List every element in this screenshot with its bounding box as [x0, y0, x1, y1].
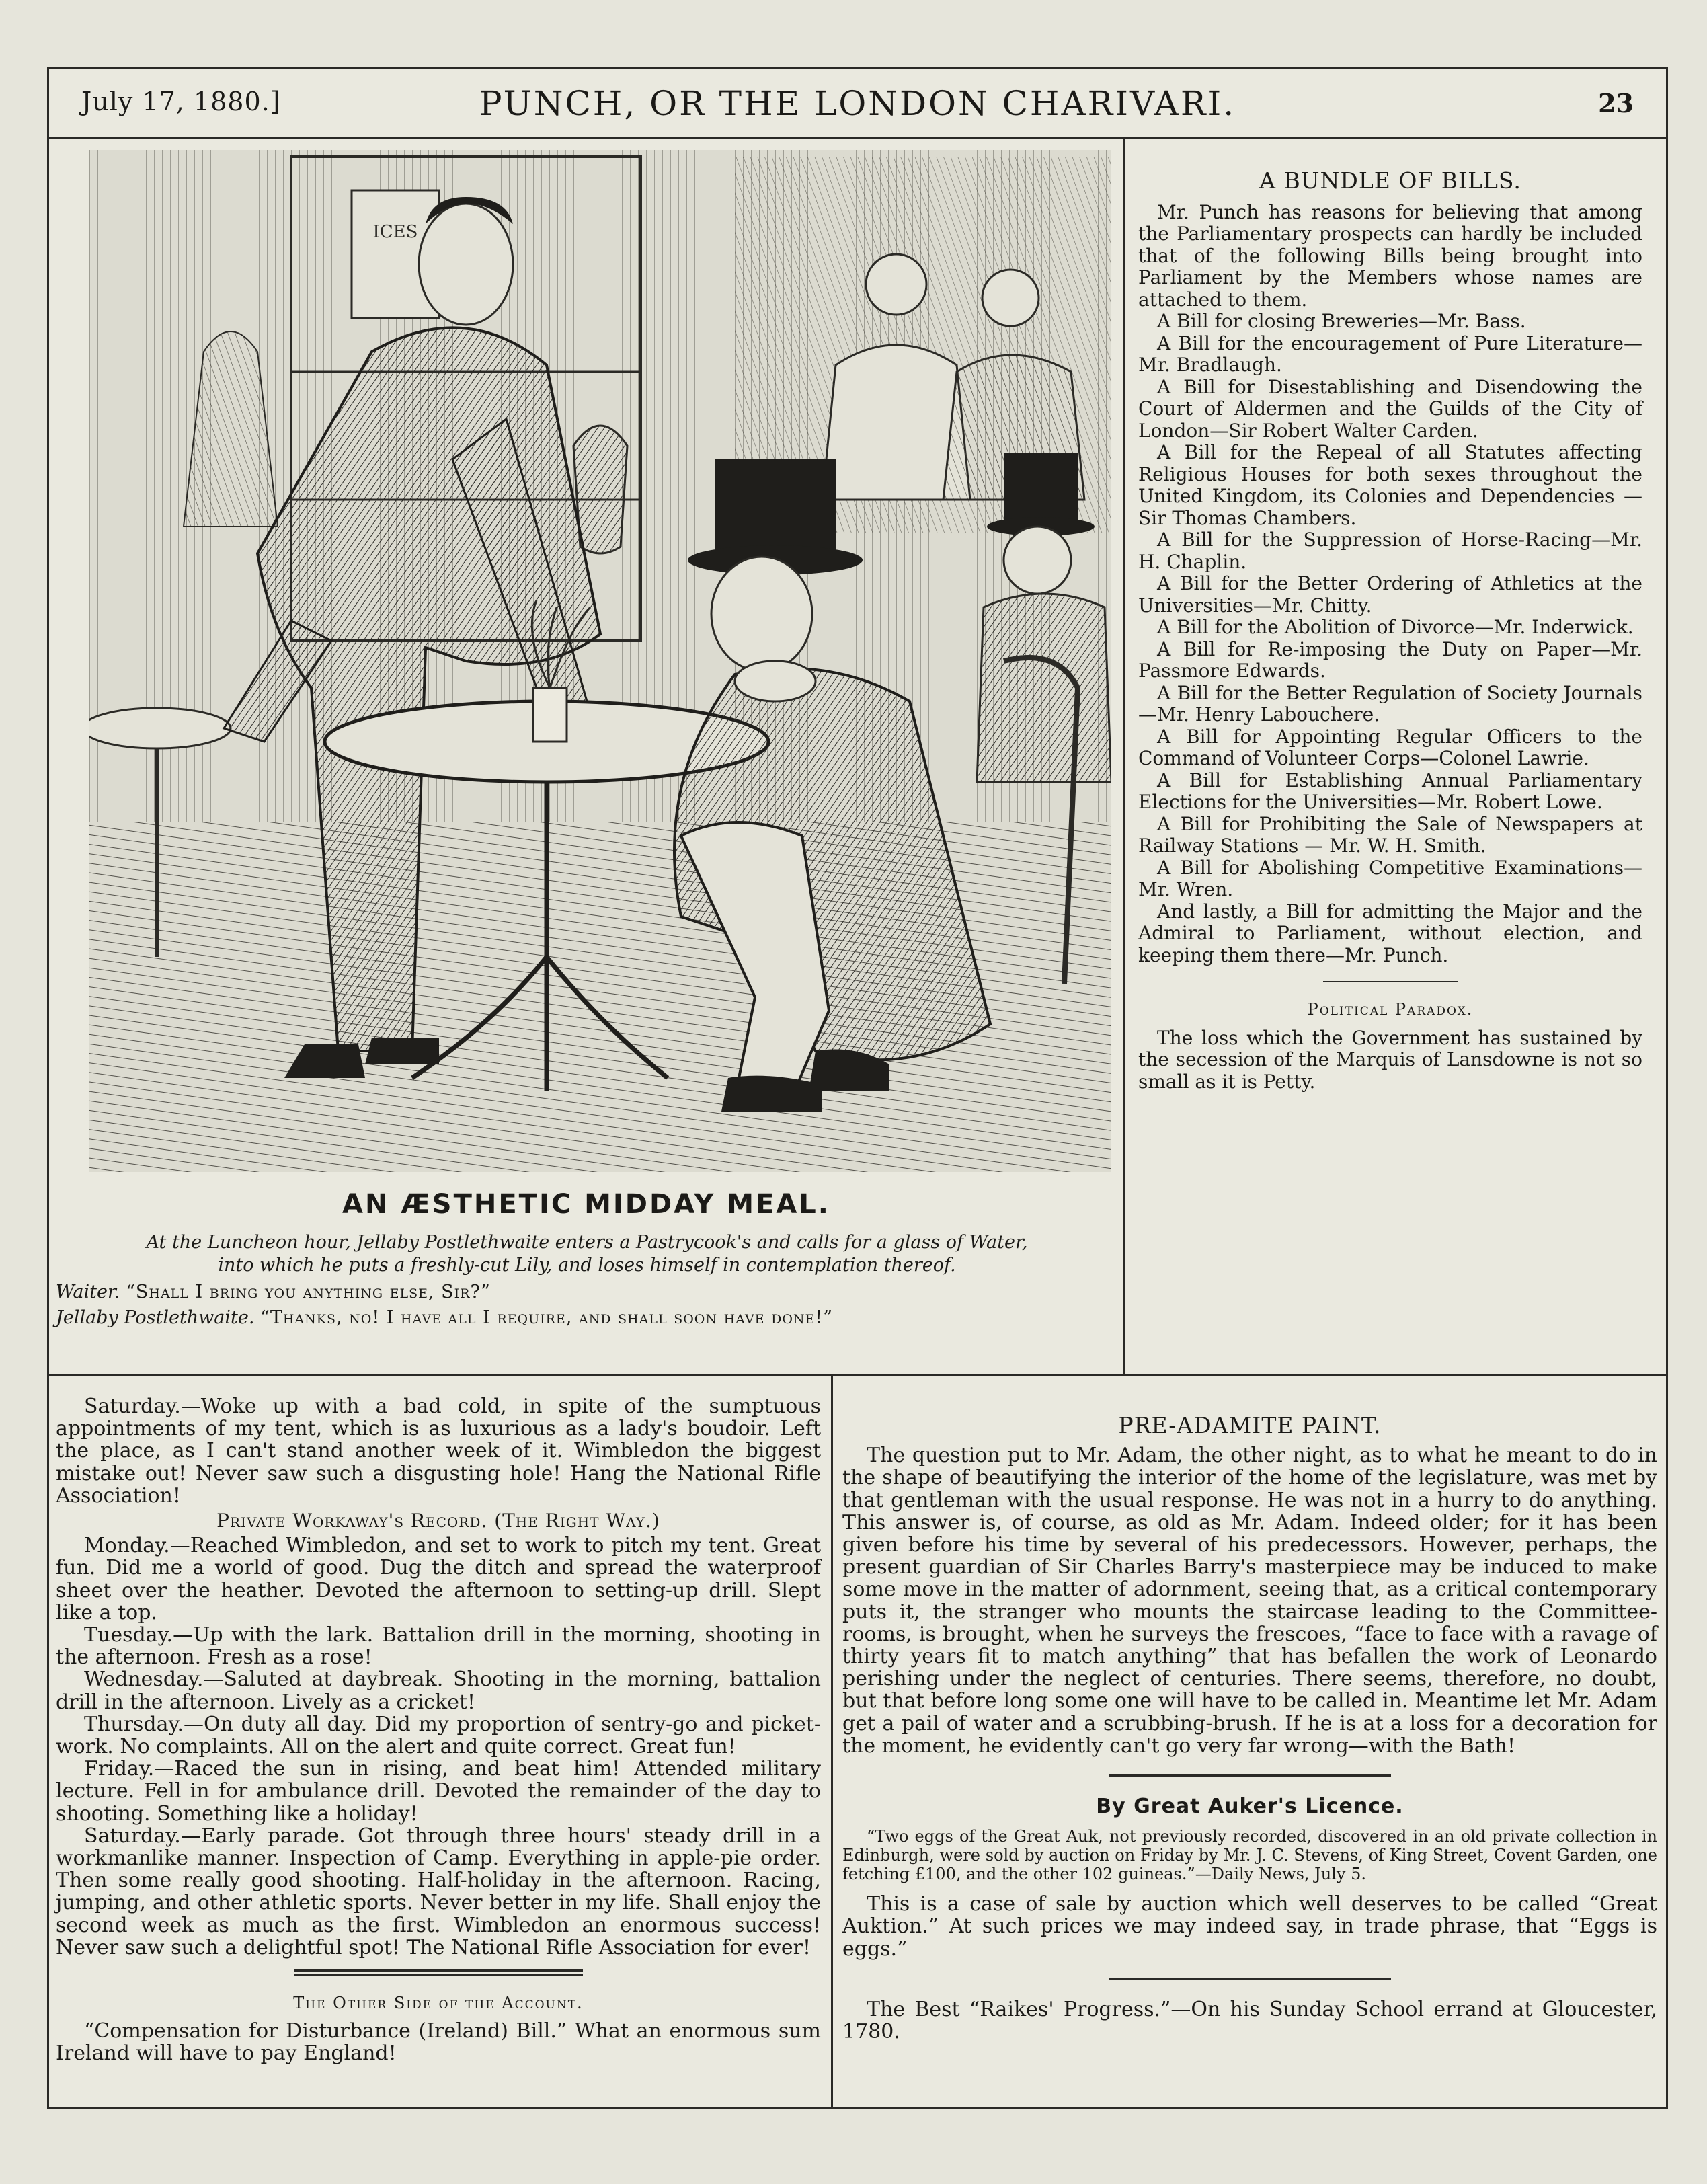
- masthead: [49, 69, 1666, 139]
- waiter-line: “Shall I bring you anything else, Sir?”: [126, 1282, 491, 1302]
- diary-entry: Monday.—Reached Wimbledon, and set to work to pitch my tent. Great fun. Did me a world of good. Dug the ditch and spread the waterproof sheet over the heather. Devoted the afternoon to setting-up drill. Slept like a top.: [56, 1534, 821, 1625]
- great-auk-quote: “Two eggs of the Great Auk, not previously recorded, discovered in an old private collection in Edinburgh, were sold by auction on Friday by Mr. J. C. Stevens, of King Street, Covent Garden, one fetching £100, and the other 102 guineas.”—Daily News, July 5.: [842, 1827, 1657, 1884]
- diary-entry: Tuesday.—Up with the lark. Battalion drill in the morning, shooting in the afternoon. Fresh as a rose!: [56, 1623, 821, 1670]
- section-divider: [49, 1374, 1666, 1376]
- workaway-heading: Private Workaway's Record. (The Right Way.): [216, 1510, 660, 1532]
- great-auk-text: This is a case of sale by auction which well deserves to be called “Great Auktion.” At such prices we may indeed say, in trade phrase, that “Eggs is eggs.”: [842, 1892, 1657, 1961]
- diary-entry: Friday.—Raced the sun in rising, and beat him! Attended military lecture. Fell in for ambulance drill. Devoted the remainder of the day to shooting. Something like a holiday!: [56, 1757, 821, 1826]
- wimbledon-column: [56, 1395, 821, 2065]
- pre-adamite-text: The question put to Mr. Adam, the other night, as to what he meant to do in the shape of beautifying the interior of the home of the legislature, was met by that gentleman with the usual response. He was not in a hurry to do anything. This answer is, of course, as old as Mr. Adam. Indeed older; for it has been given before his time by several of his predecessors. However, perhaps, the present guardian of Sir Charles Barry's masterpiece may be induced to make some move in the matter of adornment, seeing that, as a critical contemporary puts it, the stranger who mounts the staircase leading to the Committee-rooms, is brought, when he surveys the frescoes, “face to face with a ravage of thirty years fit to match anything” that has befallen the work of Leonardo perishing under the neglect of centuries. There seems, therefore, no doubt, but that before long some one will have to be called in. Meantime let Mr. Adam get a pail of water and a scrubbing-brush. If he is at a loss for a decoration for the moment, he evidently can't go very far wrong—with the Bath!: [842, 1444, 1657, 1758]
- raikes-text: The Best “Raikes' Progress.”—On his Sunday School errand at Gloucester, 1780.: [842, 1997, 1657, 2044]
- bill-paragraph: A Bill for Appointing Regular Officers to the Command of Volunteer Corps—Colonel Lawrie.: [1138, 725, 1642, 769]
- column-divider-bottom: [831, 1376, 833, 2107]
- bill-paragraph: A Bill for Re-imposing the Duty on Paper—Mr. Passmore Edwards.: [1138, 637, 1642, 682]
- pre-adamite-title: PRE-ADAMITE PAINT.: [1118, 1412, 1382, 1438]
- dialogue-line-postlethwaite: [56, 1305, 1118, 1331]
- speaker-waiter: Waiter.: [56, 1282, 120, 1302]
- bill-paragraph: A Bill for Establishing Annual Parliamentary Elections for the Universities—Mr. Robert Lowe.: [1138, 769, 1642, 813]
- bill-paragraph: A Bill for the encouragement of Pure Literature—Mr. Bradlaugh.: [1138, 332, 1642, 376]
- ices-sign-text: ICES: [372, 222, 418, 242]
- great-auk-title: By Great Auker's Licence.: [1096, 1795, 1404, 1819]
- bill-paragraph: A Bill for the Suppression of Horse-Racing—Mr. H. Chaplin.: [1138, 529, 1642, 573]
- bill-paragraph: A Bill for the Better Regulation of Society Journals—Mr. Henry Labouchere.: [1138, 681, 1642, 726]
- bill-paragraph: A Bill for the Repeal of all Statutes affecting Religious Houses for both sexes throughout the United Kingdom, its Colonies and Dependencies — Sir Thomas Chambers.: [1138, 441, 1642, 529]
- bill-paragraph: A Bill for Disestablishing and Disendowing the Court of Aldermen and the Guilds of the City of London—Sir Robert Walter Carden.: [1138, 375, 1642, 442]
- bill-paragraph: A Bill for Abolishing Competitive Examinations—Mr. Wren.: [1138, 856, 1642, 900]
- cartoon-title: AN ÆSTHETIC MIDDAY MEAL.: [342, 1189, 830, 1220]
- other-side-text: “Compensation for Disturbance (Ireland) Bill.” What an enormous sum Ireland will have to pay England!: [56, 2019, 821, 2066]
- other-side-title: The Other Side of the Account.: [293, 1994, 584, 2013]
- dialogue-line-waiter: [56, 1280, 1118, 1305]
- bundle-of-bills-column: [1138, 167, 1642, 1093]
- publication-title: PUNCH, OR THE LONDON CHARIVARI.: [479, 84, 1236, 123]
- wimbledon-intro: Saturday.—Woke up with a bad cold, in spite of the sumptuous appointments of my tent, which is as luxurious as a lady's boudoir. Left the place, as I can't stand another week of it. Wimbledon the biggest mistake out! Never saw such a disgusting hole! Hang the National Rifle Association!: [56, 1395, 821, 1508]
- cartoon-illustration: [89, 150, 1111, 1172]
- cartoon-description: [76, 1231, 1098, 1277]
- bundle-of-bills-title: A BUNDLE OF BILLS.: [1259, 167, 1521, 194]
- cartoon-dialogue: [56, 1280, 1118, 1331]
- bill-paragraph: And lastly, a Bill for admitting the Major and the Admiral to Parliament, without election, and keeping them there—Mr. Punch.: [1138, 900, 1642, 966]
- pre-adamite-column: [842, 1414, 1657, 2043]
- postlethwaite-line: “Thanks, no! I have all I require, and shall soon have done!”: [260, 1307, 834, 1328]
- bill-paragraph: Mr. Punch has reasons for believing that among the Parliamentary prospects can hardly be included that of the following Bills being brought into Parliament by the Members whose names are attached to them.: [1138, 200, 1642, 311]
- column-divider-top: [1123, 136, 1125, 1374]
- bill-paragraph: A Bill for closing Breweries—Mr. Bass.: [1157, 310, 1526, 332]
- political-paradox-title: Political Paradox.: [1307, 1000, 1474, 1019]
- speaker-postlethwaite: Jellaby Postlethwaite.: [56, 1307, 255, 1328]
- section-rule: [1109, 1774, 1391, 1777]
- issue-date: July 17, 1880.]: [81, 87, 281, 116]
- section-rule: [1323, 981, 1458, 982]
- section-rule: [1109, 1978, 1391, 1980]
- political-paradox-text: The loss which the Government has sustained by the secession of the Marquis of Lansdowne is not so small as it is Petty.: [1138, 1026, 1642, 1093]
- newspaper-page: [47, 67, 1668, 2109]
- cartoon-description-line1: At the Luncheon hour, Jellaby Postlethwaite enters a Pastrycook's and calls for a glass of Water,: [146, 1232, 1028, 1253]
- bill-paragraph: A Bill for Prohibiting the Sale of Newspapers at Railway Stations — Mr. W. H. Smith.: [1138, 812, 1642, 857]
- diary-entry: Wednesday.—Saluted at daybreak. Shooting in the morning, battalion drill in the afternoon. Lively as a cricket!: [56, 1668, 821, 1714]
- page-number: 23: [1598, 88, 1634, 118]
- bill-paragraph: A Bill for the Better Ordering of Athletics at the Universities—Mr. Chitty.: [1138, 572, 1642, 617]
- bill-paragraph: A Bill for the Abolition of Divorce—Mr. Inderwick.: [1157, 616, 1634, 638]
- diary-entry: Saturday.—Early parade. Got through three hours' steady drill in a workmanlike manner. Inspection of Camp. Everything in apple-pie order. Then some really good shooting. Half-holiday in the afternoon. Racing, jumping, and other athletic sports. Never better in my life. Shall enjoy the second week as much as the first. Wimbledon an enormous success! Never saw such a delightful spot! The National Rifle Association for ever!: [56, 1824, 821, 1959]
- cartoon-description-line2: into which he puts a freshly-cut Lily, and loses himself in contemplation thereof.: [218, 1255, 956, 1276]
- diary-entry: Thursday.—On duty all day. Did my proportion of sentry-go and picket-work. No complaints. All on the alert and quite correct. Great fun!: [56, 1712, 821, 1759]
- double-rule: [294, 1970, 583, 1976]
- cartoon-engraving: [89, 150, 1111, 1172]
